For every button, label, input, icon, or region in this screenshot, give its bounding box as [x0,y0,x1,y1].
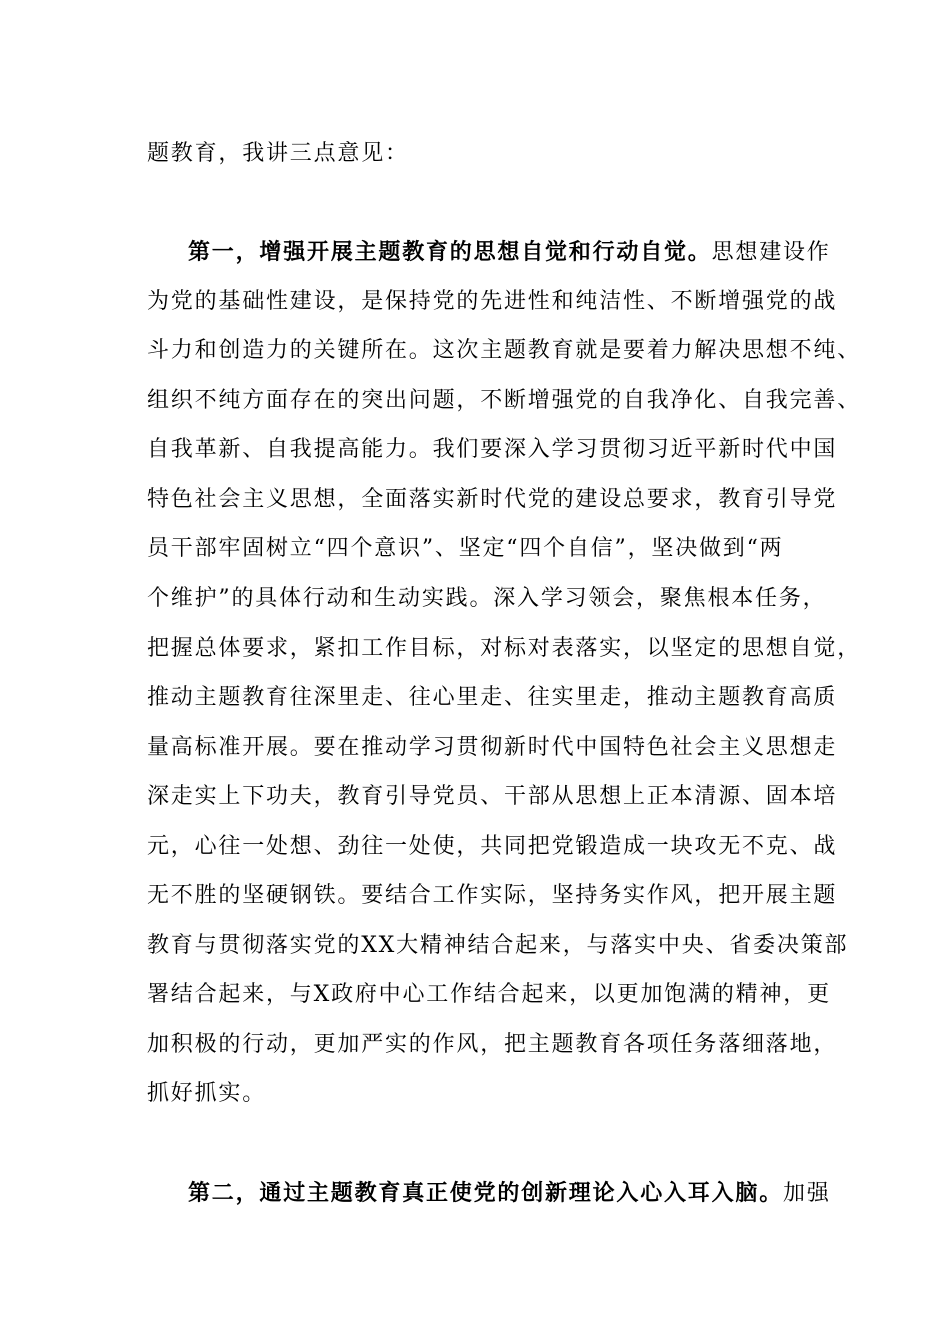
section2-first-line [188,1178,831,1209]
section1-first-line [188,237,831,268]
paragraph-line: 抓好抓实。 [147,1081,267,1106]
paragraph-line: 员干部牢固树立“四个意识”、坚定“四个自信”，坚决做到“两 [147,536,784,561]
section2-heading: 第二，通过主题教育真正使党的创新理论入心入耳入脑。 [188,1180,784,1206]
paragraph-line: 自我革新、自我提高能力。我们要深入学习贯彻习近平新时代中国 [147,437,838,462]
paragraph-line: 加积极的行动，更加严实的作风，把主题教育各项任务落细落地， [147,1032,838,1057]
paragraph-line: 为党的基础性建设，是保持党的先进性和纯洁性、不断增强党的战 [147,289,838,314]
paragraph-line: 个维护”的具体行动和生动实践。深入学习领会，聚焦根本任务， [147,586,827,611]
paragraph-line: 署结合起来，与X政府中心工作结合起来，以更加饱满的精神，更 [147,982,831,1007]
paragraph-line: 组织不纯方面存在的突出问题，不断增强党的自我净化、自我完善、 [147,388,862,413]
paragraph-line: 元，心往一处想、劲往一处使，共同把党锻造成一块攻无不克、战 [147,834,838,859]
paragraph-line: 无不胜的坚硬钢铁。要结合工作实际，坚持务实作风，把开展主题 [147,883,838,908]
section2-first-line-rest: 加强 [783,1181,831,1206]
paragraph-line: 量高标准开展。要在推动学习贯彻新时代中国特色社会主义思想走 [147,735,838,760]
paragraph-line: 斗力和创造力的关键所在。这次主题教育就是要着力解决思想不纯、 [147,338,862,363]
intro-line: 题教育，我讲三点意见： [147,141,409,166]
paragraph-line: 推动主题教育往深里走、往心里走、往实里走，推动主题教育高质 [147,685,838,710]
paragraph-line: 把握总体要求，紧扣工作目标，对标对表落实，以坚定的思想自觉， [147,636,862,661]
paragraph-line: 教育与贯彻落实党的XX大精神结合起来，与落实中央、省委决策部 [147,933,849,958]
section1-heading: 第一，增强开展主题教育的思想自觉和行动自觉。 [188,239,712,265]
paragraph-line: 深走实上下功夫，教育引导党员、干部从思想上正本清源、固本培 [147,784,838,809]
section1-first-line-rest: 思想建设作 [711,240,831,265]
paragraph-line: 特色社会主义思想，全面落实新时代党的建设总要求，教育引导党 [147,487,838,512]
